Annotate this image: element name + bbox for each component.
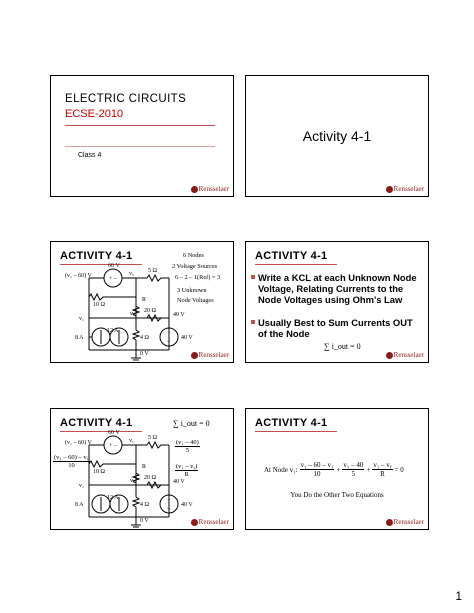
label-v1-minus-60: (v₁ – 60) V <box>65 273 92 279</box>
slide-title: ACTIVITY 4-1 <box>255 250 328 262</box>
slide-title: ELECTRIC CIRCUITS <box>65 93 187 105</box>
instruction-note: You Do the Other Two Equations <box>290 491 384 499</box>
divider <box>255 431 337 432</box>
rensselaer-logo: Rensselaer <box>386 185 424 193</box>
label-v1: v₁ <box>79 316 85 322</box>
label-60v: 60 V <box>108 430 120 436</box>
rensselaer-logo: Rensselaer <box>386 518 424 526</box>
svg-text:+ –: + – <box>109 276 117 282</box>
label-20ohm: 20 Ω <box>144 308 156 314</box>
label-vx: vₓ <box>129 438 134 444</box>
rensselaer-logo: Rensselaer <box>191 351 229 359</box>
note-line: 2 Voltage Sources <box>172 263 218 270</box>
class-label: Class 4 <box>78 152 102 159</box>
label-0v: 0 V <box>140 351 149 357</box>
slide-title: ACTIVITY 4-1 <box>255 417 328 429</box>
label-vy: vᵧ <box>130 478 135 484</box>
label-40v: 40 V <box>173 479 185 485</box>
slide-4 <box>245 241 429 363</box>
page-number: 1 <box>455 589 462 603</box>
slide-title: ACTIVITY 4-1 <box>60 417 133 429</box>
rensselaer-logo: Rensselaer <box>386 351 424 359</box>
equation-prefix: At Node v₁: <box>264 465 298 474</box>
label-vx: vₓ <box>129 271 134 277</box>
label-40v: 40 V <box>173 312 185 318</box>
kcl-equation: ∑ i_out = 0 <box>324 342 361 351</box>
bullet-item: Write a KCL at each Unknown Node Voltage, Relating Currents to the Node Voltages using Ohm's Law <box>258 272 423 305</box>
seal-icon <box>386 352 393 359</box>
slide-title: ACTIVITY 4-1 <box>60 250 133 262</box>
label-5ohm: 5 Ω <box>148 268 157 274</box>
label-0v: 0 V <box>140 518 149 524</box>
label-vy: vᵧ <box>130 311 135 317</box>
label-8a: 8 A <box>75 335 84 341</box>
bullet-item: Usually Best to Sum Currents OUT of the Node <box>258 317 423 339</box>
node-equation: At Node v₁: $\frac{\text{v₁ – 60 – v₁}}{10}$ + $\frac{\text{v₁ – 40}}{5}$ + $\frac{\text{v₁ – vᵧ}}{R}$ = 0 <box>264 461 404 478</box>
slide-5 <box>50 408 234 530</box>
seal-icon <box>191 186 198 193</box>
label-4ohm: 4 Ω <box>140 502 149 508</box>
label-10ohm: 10 Ω <box>93 469 105 475</box>
label-12a: 12 A <box>107 495 119 501</box>
note-line: 6 Nodes <box>183 252 204 259</box>
current-term-40: $\frac{\text{(v₁ – 40)}}{5}$ <box>176 439 199 454</box>
current-term-vy: $\frac{\text{(v₁ – vᵧ)}}{R}$ <box>176 463 198 478</box>
divider <box>65 125 215 126</box>
course-code: ECSE-2010 <box>65 108 124 120</box>
kcl-equation: ∑ i_out = 0 <box>173 419 210 428</box>
label-8a: 8 A <box>75 502 84 508</box>
label-r: R <box>142 464 147 470</box>
seal-icon <box>191 519 198 526</box>
label-r: R <box>142 297 147 303</box>
label-20ohm: 20 Ω <box>144 475 156 481</box>
equation-term: $\frac{\text{v₁ – 40}}{5}$ <box>343 461 364 478</box>
equation-term: $\frac{\text{v₁ – vᵧ}}{R}$ <box>373 461 392 478</box>
rensselaer-logo: Rensselaer <box>191 185 229 193</box>
slide-6 <box>245 408 429 530</box>
slide-2 <box>245 75 429 197</box>
label-40v-source: 40 V <box>181 335 193 341</box>
equation-equals: = 0 <box>394 465 404 474</box>
note-line: 6 – 2 – 1(Ref) = 3 <box>175 274 221 281</box>
slide-3 <box>50 241 234 363</box>
note-line: Node Voltages <box>177 297 214 304</box>
svg-text:+: + <box>167 331 171 337</box>
bullet-icon <box>251 320 255 324</box>
note-line: 3 Unknown <box>177 287 207 294</box>
circuit-diagram <box>51 409 234 530</box>
equation-term: $\frac{\text{v₁ – 60 – v₁}}{10}$ <box>300 461 334 478</box>
divider <box>65 146 215 147</box>
slide-1 <box>50 75 234 197</box>
label-12a: 12 A <box>107 328 119 334</box>
label-4ohm: 4 Ω <box>140 335 149 341</box>
label-10ohm: 10 Ω <box>93 302 105 308</box>
seal-icon <box>386 186 393 193</box>
label-v1: v₁ <box>79 483 85 489</box>
label-60v: 60 V <box>108 263 120 269</box>
svg-text:+: + <box>167 498 171 504</box>
label-v1-minus-60: (v₁ – 60) V <box>65 440 92 446</box>
rensselaer-logo: Rensselaer <box>191 518 229 526</box>
svg-text:+ –: + – <box>109 443 117 449</box>
slide-title: Activity 4-1 <box>302 128 372 144</box>
seal-icon <box>191 352 198 359</box>
svg-text:–: – <box>167 339 170 345</box>
current-term-60: $\frac{\text{(v₁ – 60) – v₁}}{10}$ <box>54 454 89 469</box>
divider <box>255 264 337 265</box>
circuit-diagram <box>51 242 234 363</box>
label-5ohm: 5 Ω <box>148 435 157 441</box>
svg-text:–: – <box>167 506 170 512</box>
label-40v-source: 40 V <box>181 502 193 508</box>
seal-icon <box>386 519 393 526</box>
bullet-icon <box>251 275 255 279</box>
